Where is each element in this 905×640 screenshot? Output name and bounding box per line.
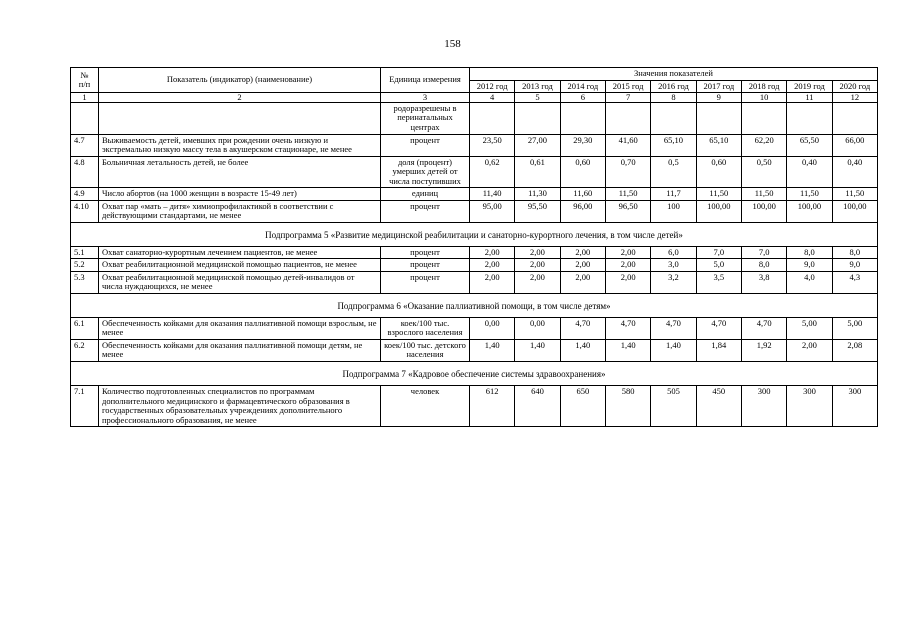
- value-cell: 95,50: [515, 200, 560, 222]
- value-cell: 3,5: [696, 271, 741, 293]
- value-cell: 62,20: [741, 134, 786, 156]
- unit-cell: человек: [381, 385, 470, 426]
- unit-cell: родоразрешены в перинатальных центрах: [381, 102, 470, 134]
- value-cell: 0,60: [696, 156, 741, 188]
- value-cell: 4,70: [696, 317, 741, 339]
- value-cell: 65,50: [787, 134, 832, 156]
- value-cell: 8,0: [832, 246, 877, 259]
- row-number: 6.1: [71, 317, 99, 339]
- unit-cell: процент: [381, 246, 470, 259]
- value-cell: 1,40: [651, 339, 696, 361]
- table-row: [71, 385, 878, 426]
- value-cell: 100,00: [741, 200, 786, 222]
- row-number: 5.3: [71, 271, 99, 293]
- value-cell: 65,10: [651, 134, 696, 156]
- value-cell: [651, 102, 696, 134]
- value-cell: 5,0: [696, 259, 741, 272]
- column-index-row: [71, 93, 878, 103]
- header-year: 2015 год: [605, 80, 650, 93]
- value-cell: 96,50: [605, 200, 650, 222]
- value-cell: 1,84: [696, 339, 741, 361]
- header-year: 2018 год: [741, 80, 786, 93]
- indicator-name: Охват пар «мать – дитя» химиопрофилактикой в соответствии с действующими стандартами, не менее: [99, 200, 381, 222]
- value-cell: 5,00: [832, 317, 877, 339]
- header-year: 2014 год: [560, 80, 605, 93]
- row-number: 4.9: [71, 188, 99, 201]
- unit-cell: процент: [381, 134, 470, 156]
- value-cell: 650: [560, 385, 605, 426]
- value-cell: 2,00: [470, 246, 515, 259]
- table-row: [71, 339, 878, 361]
- value-cell: [741, 102, 786, 134]
- subprogram-title: Подпрограмма 6 «Оказание паллиативной помощи, в том числе детям»: [71, 293, 878, 317]
- value-cell: 2,00: [560, 259, 605, 272]
- indicator-name: [99, 102, 381, 134]
- value-cell: [832, 102, 877, 134]
- value-cell: 640: [515, 385, 560, 426]
- subprogram-title: Подпрограмма 7 «Кадровое обеспечение системы здравоохранения»: [71, 361, 878, 385]
- value-cell: 4,3: [832, 271, 877, 293]
- value-cell: 7,0: [696, 246, 741, 259]
- value-cell: 27,00: [515, 134, 560, 156]
- value-cell: 612: [470, 385, 515, 426]
- column-index: 4: [470, 93, 515, 103]
- column-index: 3: [381, 93, 470, 103]
- value-cell: 100,00: [787, 200, 832, 222]
- indicator-name: Охват санаторно-курортным лечением пациентов, не менее: [99, 246, 381, 259]
- table-row: [71, 246, 878, 259]
- value-cell: 11,40: [470, 188, 515, 201]
- column-index: 7: [605, 93, 650, 103]
- value-cell: [605, 102, 650, 134]
- value-cell: 0,60: [560, 156, 605, 188]
- value-cell: 2,00: [470, 271, 515, 293]
- column-index: 12: [832, 93, 877, 103]
- value-cell: 4,70: [605, 317, 650, 339]
- value-cell: 1,40: [605, 339, 650, 361]
- page-number: 158: [444, 38, 461, 50]
- column-index: 2: [99, 93, 381, 103]
- value-cell: 11,50: [741, 188, 786, 201]
- row-number: 4.7: [71, 134, 99, 156]
- value-cell: 96,00: [560, 200, 605, 222]
- value-cell: 0,5: [651, 156, 696, 188]
- value-cell: 9,0: [787, 259, 832, 272]
- column-index: 11: [787, 93, 832, 103]
- value-cell: 2,00: [605, 246, 650, 259]
- subprogram-title: Подпрограмма 5 «Развитие медицинской реабилитации и санаторно-курортного лечения, в том числе детей»: [71, 222, 878, 246]
- value-cell: 0,70: [605, 156, 650, 188]
- value-cell: 11,50: [832, 188, 877, 201]
- row-number: 4.8: [71, 156, 99, 188]
- value-cell: 4,0: [787, 271, 832, 293]
- value-cell: 1,40: [470, 339, 515, 361]
- value-cell: 1,92: [741, 339, 786, 361]
- value-cell: 41,60: [605, 134, 650, 156]
- value-cell: 65,10: [696, 134, 741, 156]
- value-cell: 2,00: [515, 259, 560, 272]
- value-cell: 2,00: [515, 271, 560, 293]
- indicator-name: Охват реабилитационной медицинской помощью детей-инвалидов от числа нуждающихся, не менее: [99, 271, 381, 293]
- row-number: 5.2: [71, 259, 99, 272]
- value-cell: 100,00: [832, 200, 877, 222]
- unit-cell: коек/100 тыс. взрослого населения: [381, 317, 470, 339]
- value-cell: 2,00: [787, 339, 832, 361]
- unit-cell: единиц: [381, 188, 470, 201]
- table-row: [71, 200, 878, 222]
- value-cell: 95,00: [470, 200, 515, 222]
- table-row: [71, 271, 878, 293]
- value-cell: 4,70: [560, 317, 605, 339]
- value-cell: 0,40: [832, 156, 877, 188]
- value-cell: [560, 102, 605, 134]
- value-cell: 6,0: [651, 246, 696, 259]
- indicator-name: Число абортов (на 1000 женщин в возрасте 15-49 лет): [99, 188, 381, 201]
- value-cell: 505: [651, 385, 696, 426]
- header-year: 2016 год: [651, 80, 696, 93]
- value-cell: 9,0: [832, 259, 877, 272]
- value-cell: 2,00: [560, 271, 605, 293]
- value-cell: 29,30: [560, 134, 605, 156]
- table-row: [71, 188, 878, 201]
- value-cell: 2,00: [605, 259, 650, 272]
- column-index: 5: [515, 93, 560, 103]
- value-cell: 3,0: [651, 259, 696, 272]
- value-cell: 2,00: [605, 271, 650, 293]
- indicator-name: Охват реабилитационной медицинской помощью пациентов, не менее: [99, 259, 381, 272]
- value-cell: 5,00: [787, 317, 832, 339]
- value-cell: 11,7: [651, 188, 696, 201]
- value-cell: 11,50: [605, 188, 650, 201]
- value-cell: 300: [741, 385, 786, 426]
- value-cell: [787, 102, 832, 134]
- header-year: 2012 год: [470, 80, 515, 93]
- value-cell: 2,08: [832, 339, 877, 361]
- header-year: 2013 год: [515, 80, 560, 93]
- value-cell: 0,00: [470, 317, 515, 339]
- value-cell: 300: [787, 385, 832, 426]
- indicator-name: Обеспеченность койками для оказания паллиативной помощи детям, не менее: [99, 339, 381, 361]
- header-year: 2017 год: [696, 80, 741, 93]
- value-cell: 11,50: [696, 188, 741, 201]
- header-indicator: Показатель (индикатор) (наименование): [99, 68, 381, 93]
- column-index: 9: [696, 93, 741, 103]
- value-cell: 3,8: [741, 271, 786, 293]
- subprogram-row: [71, 361, 878, 385]
- column-index: 10: [741, 93, 786, 103]
- header-unit: Единица измерения: [381, 68, 470, 93]
- header-year: 2019 год: [787, 80, 832, 93]
- unit-cell: процент: [381, 271, 470, 293]
- value-cell: 300: [832, 385, 877, 426]
- indicator-name: Больничная летальность детей, не более: [99, 156, 381, 188]
- indicator-name: Выживаемость детей, имевших при рождении очень низкую и экстремально низкую массу тела в акушерском стационаре, не менее: [99, 134, 381, 156]
- value-cell: 7,0: [741, 246, 786, 259]
- row-number: 4.10: [71, 200, 99, 222]
- unit-cell: доля (процент) умерших детей от числа поступивших: [381, 156, 470, 188]
- value-cell: 450: [696, 385, 741, 426]
- value-cell: [696, 102, 741, 134]
- value-cell: 580: [605, 385, 650, 426]
- value-cell: [515, 102, 560, 134]
- table-row: [71, 102, 878, 134]
- header-row: [71, 68, 878, 81]
- value-cell: 0,40: [787, 156, 832, 188]
- subprogram-row: [71, 293, 878, 317]
- value-cell: 100: [651, 200, 696, 222]
- value-cell: 0,62: [470, 156, 515, 188]
- value-cell: 0,50: [741, 156, 786, 188]
- table-row: [71, 259, 878, 272]
- value-cell: 1,40: [515, 339, 560, 361]
- unit-cell: процент: [381, 200, 470, 222]
- value-cell: 1,40: [560, 339, 605, 361]
- value-cell: 4,70: [651, 317, 696, 339]
- column-index: 1: [71, 93, 99, 103]
- value-cell: 100,00: [696, 200, 741, 222]
- header-values-group: Значения показателей: [470, 68, 878, 81]
- value-cell: 11,60: [560, 188, 605, 201]
- row-number: 7.1: [71, 385, 99, 426]
- table-row: [71, 134, 878, 156]
- row-number: [71, 102, 99, 134]
- value-cell: 8,0: [741, 259, 786, 272]
- table-row: [71, 317, 878, 339]
- value-cell: 0,61: [515, 156, 560, 188]
- value-cell: 2,00: [470, 259, 515, 272]
- unit-cell: коек/100 тыс. детского населения: [381, 339, 470, 361]
- value-cell: 11,50: [787, 188, 832, 201]
- indicator-name: Обеспеченность койками для оказания паллиативной помощи взрослым, не менее: [99, 317, 381, 339]
- indicator-name: Количество подготовленных специалистов по программам дополнительного медицинского и фармацевтического образования в государственных образовательных учреждениях дополнительного профессионального образования, не менее: [99, 385, 381, 426]
- value-cell: 8,0: [787, 246, 832, 259]
- value-cell: 4,70: [741, 317, 786, 339]
- column-index: 8: [651, 93, 696, 103]
- value-cell: 3,2: [651, 271, 696, 293]
- value-cell: 23,50: [470, 134, 515, 156]
- table-row: [71, 156, 878, 188]
- value-cell: 2,00: [515, 246, 560, 259]
- subprogram-row: [71, 222, 878, 246]
- value-cell: 66,00: [832, 134, 877, 156]
- header-num: № п/п: [71, 68, 99, 93]
- row-number: 5.1: [71, 246, 99, 259]
- value-cell: 0,00: [515, 317, 560, 339]
- row-number: 6.2: [71, 339, 99, 361]
- header-year: 2020 год: [832, 80, 877, 93]
- indicators-table: [70, 67, 878, 427]
- value-cell: 2,00: [560, 246, 605, 259]
- column-index: 6: [560, 93, 605, 103]
- unit-cell: процент: [381, 259, 470, 272]
- value-cell: [470, 102, 515, 134]
- value-cell: 11,30: [515, 188, 560, 201]
